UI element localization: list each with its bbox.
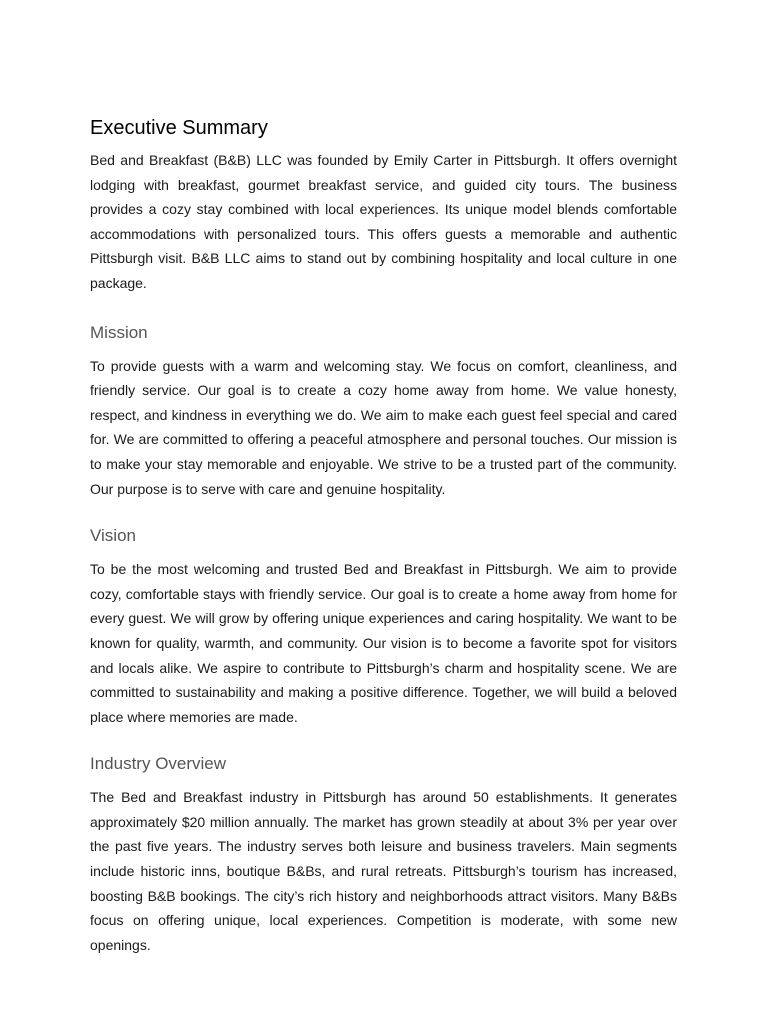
vision-paragraph: To be the most welcoming and trusted Bed and Breakfast in Pittsburgh. We aim to provide cozy, comfortable stays with friendly service. Our goal is to create a home away from home for every guest. We will grow by offering unique experiences and caring hospitality. We want to be known for quality, warmth, and community. Our vision is to become a favorite spot for visitors and locals alike. We aspire to contribute to Pittsburgh’s charm and hospitality scene. We are committed to sustainability and making a positive difference. Together, we will build a beloved place where memories are made. bbox=[90, 561, 677, 725]
industry-overview-paragraph: The Bed and Breakfast industry in Pittsburgh has around 50 establishments. It generates approximately $20 million annually. The market has grown steadily at about 3% per year over the past five years. The industry serves both leisure and business travelers. Main segments include historic inns, boutique B&Bs, and rural retreats. Pittsburgh’s tourism has increased, boosting B&B bookings. The city’s rich history and neighborhoods attract visitors. Many B&Bs focus on offering unique, local experiences. Competition is moderate, with some new openings. bbox=[90, 789, 677, 953]
mission-heading: Mission bbox=[90, 322, 148, 342]
document-page bbox=[90, 114, 677, 957]
executive-summary-section bbox=[90, 114, 677, 296]
vision-section bbox=[90, 524, 677, 729]
executive-summary-paragraph: Bed and Breakfast (B&B) LLC was founded by Emily Carter in Pittsburgh. It offers overnight lodging with breakfast, gourmet breakfast service, and guided city tours. The business provides a cozy stay combined with local experiences. Its unique model blends comfortable accommodations with personalized tours. This offers guests a memorable and authentic Pittsburgh visit. B&B LLC aims to stand out by combining hospitality and local culture in one package. bbox=[90, 152, 677, 291]
vision-heading: Vision bbox=[90, 526, 136, 546]
industry-overview-heading: Industry Overview bbox=[90, 754, 227, 774]
mission-paragraph: To provide guests with a warm and welcoming stay. We focus on comfort, cleanliness, and friendly service. Our goal is to create a cozy home away from home. We value honesty, respect, and kindness in everything we do. We aim to make each guest feel special and cared for. We are committed to offering a peaceful atmosphere and personal touches. Our mission is to make your stay memorable and enjoyable. We strive to be a trusted part of the community. Our purpose is to serve with care and genuine hospitality. bbox=[90, 357, 677, 497]
industry-overview-section bbox=[90, 752, 677, 957]
executive-summary-heading: Executive Summary bbox=[90, 117, 268, 139]
mission-section bbox=[90, 321, 677, 502]
